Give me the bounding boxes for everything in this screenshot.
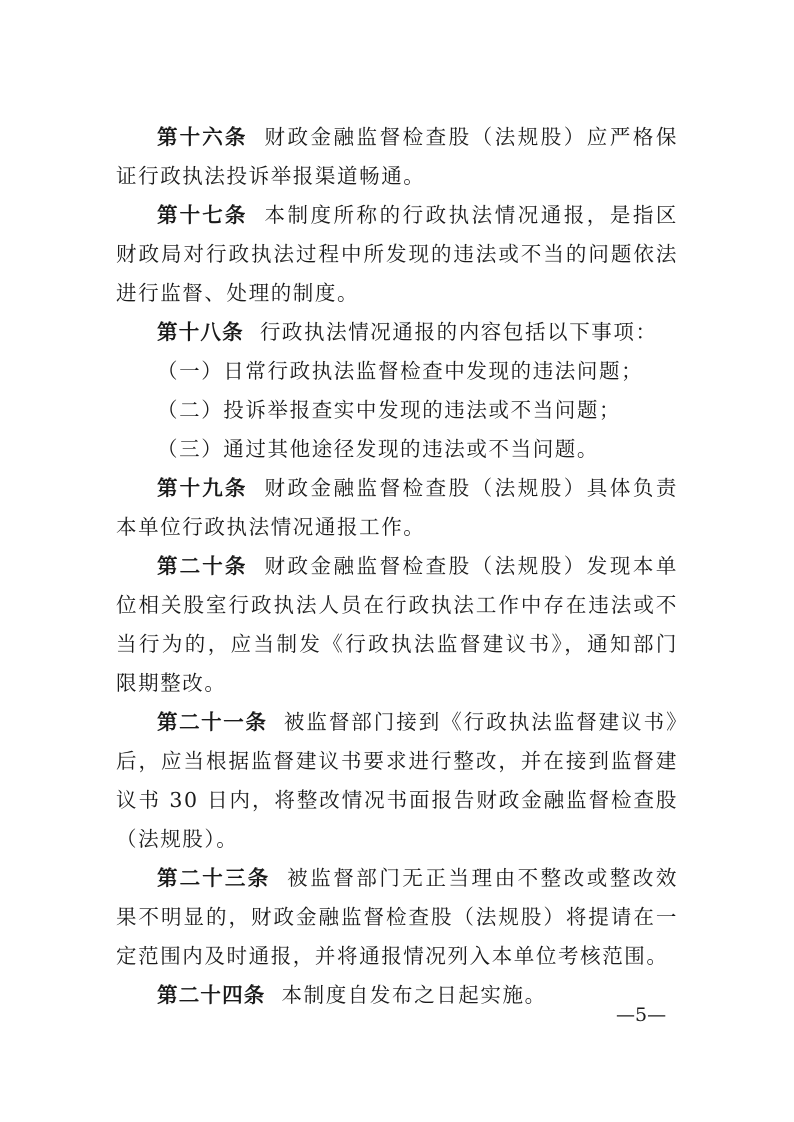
article-text: 财政金融监督检查股（法规股）应严格保证行政执法投诉举报渠道畅通。	[116, 125, 678, 188]
article-number: 第十六条	[157, 125, 248, 149]
list-item: （三）通过其他途径发现的违法或不当问题。	[157, 437, 599, 461]
article-text: 财政金融监督检查股（法规股）具体负责本单位行政执法情况通报工作。	[116, 476, 678, 539]
article-18	[116, 313, 678, 352]
article-number: 第二十三条	[157, 866, 271, 890]
article-17	[116, 196, 678, 313]
article-text: 行政执法情况通报的内容包括以下事项：	[259, 320, 658, 344]
article-19	[116, 469, 678, 547]
article-text: 财政金融监督检查股（法规股）发现本单位相关股室行政执法人员在行政执法工作中存在违法或不当行为的，应当制发《行政执法监督建议书》，通知部门限期整改。	[116, 554, 678, 695]
list-item: （二）投诉举报查实中发现的违法或不当问题；	[157, 398, 622, 422]
article-text: 被监督部门无正当理由不整改或整改效果不明显的，财政金融监督检查股（法规股）将提请在一定范围内及时通报，并将通报情况列入本单位考核范围。	[116, 866, 679, 968]
article-21	[116, 703, 678, 859]
article-text: 本制度自发布之日起实施。	[281, 983, 547, 1007]
article-number: 第十七条	[157, 203, 248, 227]
article-16	[116, 118, 678, 196]
document-body	[116, 118, 678, 1015]
article-text: 本制度所称的行政执法情况通报，是指区财政局对行政执法过程中所发现的违法或不当的问题依法进行监督、处理的制度。	[116, 203, 678, 305]
article-23	[116, 859, 678, 976]
article-24	[116, 976, 678, 1015]
article-number: 第十八条	[157, 320, 244, 344]
article-20	[116, 547, 678, 703]
article-number: 第二十四条	[157, 983, 266, 1007]
article-text: 被监督部门接到《行政执法监督建议书》后，应当根据监督建议书要求进行整改，并在接到监督建议书 30 日内，将整改情况书面报告财政金融监督检查股（法规股）。	[116, 710, 678, 851]
article-number: 第二十一条	[157, 710, 268, 734]
article-number: 第二十条	[157, 554, 248, 578]
page-number: —5—	[616, 1004, 667, 1026]
list-item: （一）日常行政执法监督检查中发现的违法问题；	[157, 359, 644, 383]
article-number: 第十九条	[157, 476, 248, 500]
